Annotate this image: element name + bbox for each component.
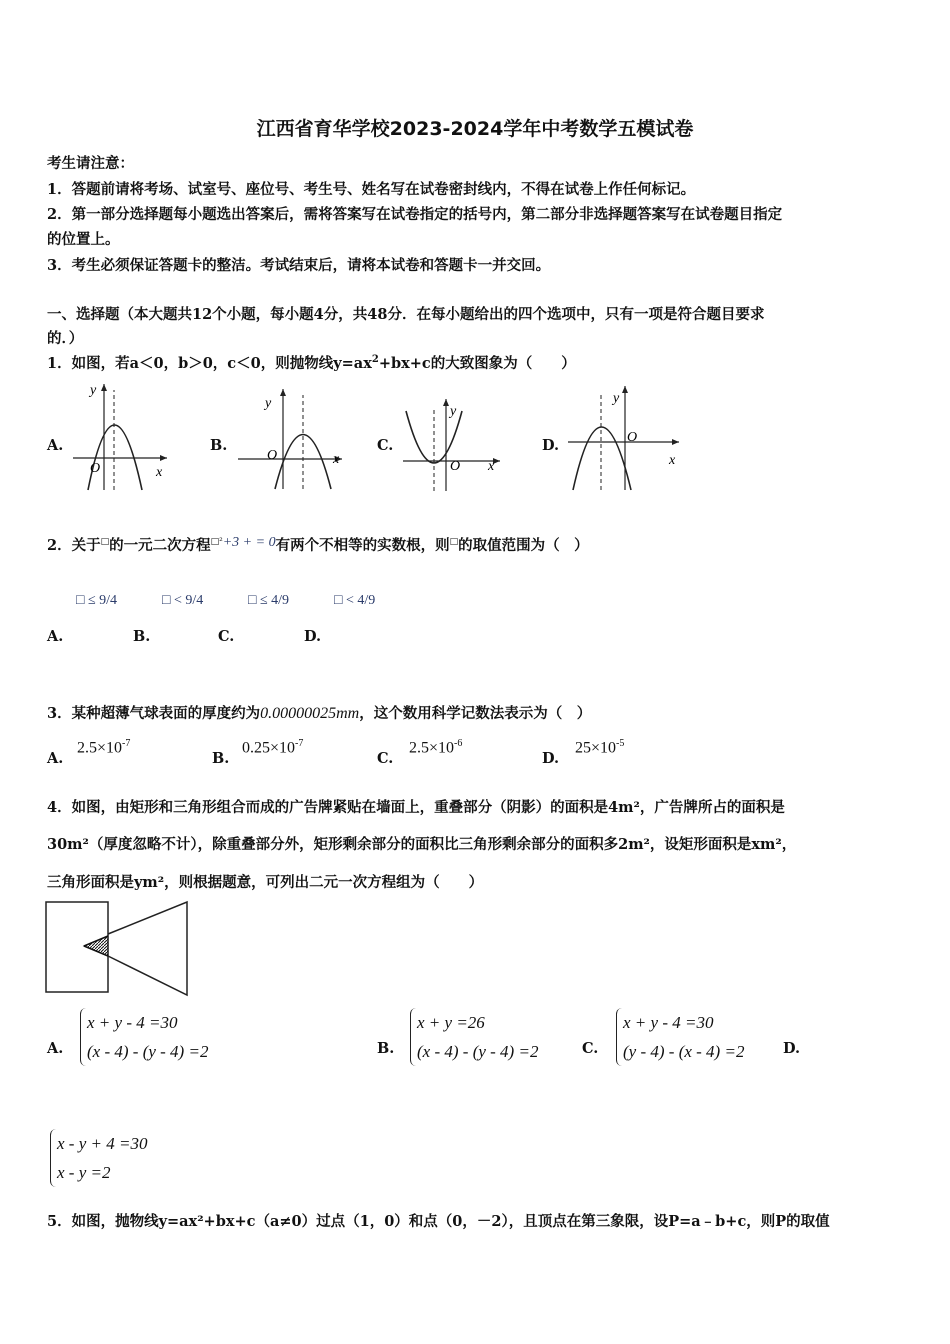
notice-heading: 考生请注意： <box>47 155 134 172</box>
q4-option-c-label: C. <box>582 1040 599 1057</box>
question-1-text: 1．如图，若a＜0，b＞0，c＜0，则抛物线$y=ax^2+bx+c$的大致图象为（ ） <box>47 354 576 372</box>
q1-option-d-label: D. <box>542 437 560 454</box>
question-4-line-3: 三角形面积是ym²，则根据题意，可列出二元一次方程组为（ ） <box>47 874 484 891</box>
q3-option-d-label: D. <box>542 750 560 767</box>
notice-item-2: 2．第一部分选择题每小题选出答案后，需将答案写在试卷指定的括号内，第二部分非选择题答案写在试卷题目指定 <box>47 206 783 223</box>
q1-graph-b <box>235 385 345 491</box>
section-heading-cont: 的．） <box>47 330 84 347</box>
q3-option-c-label: C. <box>377 750 394 767</box>
notice-item-2-cont: 的位置上。 <box>47 231 120 248</box>
billboard-figure <box>44 898 194 998</box>
exam-title: 江西省育华学校2023-2024学年中考数学五模试卷 <box>256 118 694 140</box>
q4-option-a-system: x + y - 4 =30 (x - 4) - (y - 4) =2 <box>80 1008 208 1066</box>
q3-option-b-label: B. <box>212 750 230 767</box>
q1-option-b-label: B. <box>210 437 228 454</box>
notice-item-3: 3．考生必须保证答题卡的整洁。考试结束后，请将本试卷和答题卡一并交回。 <box>47 257 551 274</box>
q4-option-b-label: B. <box>377 1040 395 1057</box>
svg-text:x: x <box>333 452 340 467</box>
q2-option-a-expr: □ ≤ 9/4 <box>76 593 118 608</box>
q2-option-d-label: D. <box>304 628 322 645</box>
svg-text:O: O <box>627 430 638 445</box>
q2-option-b-expr: □ < 9/4 <box>162 593 204 608</box>
q1-option-a-label: A. <box>47 437 64 454</box>
q3-option-a-value: $2.5\times 10^{-7}$ <box>77 738 131 757</box>
q4-option-b-system: x + y =26 (x - 4) - (y - 4) =2 <box>410 1008 538 1066</box>
svg-text:O: O <box>90 461 101 476</box>
question-4-line-1: 4．如图，由矩形和三角形组合而成的广告牌紧贴在墙面上，重叠部分（阴影）的面积是4m²，广告牌所占的面积是 <box>47 799 785 816</box>
svg-text:y: y <box>265 396 272 411</box>
q3-option-c-value: $2.5\times 10^{-6}$ <box>409 738 463 757</box>
svg-text:x: x <box>156 465 163 480</box>
svg-text:x: x <box>669 453 676 468</box>
svg-text:O: O <box>450 459 461 474</box>
q2-option-a-label: A. <box>47 628 64 645</box>
question-4-line-2: 30m²（厚度忽略不计），除重叠部分外，矩形剩余部分的面积比三角形剩余部分的面积多2m²，设矩形面积是xm²， <box>47 836 797 853</box>
svg-text:O: O <box>267 448 278 463</box>
svg-text:x: x <box>488 459 495 474</box>
q2-option-c-expr: □ ≤ 4/9 <box>248 593 290 608</box>
q2-option-d-expr: □ < 4/9 <box>334 593 376 608</box>
q3-option-d-value: $25\times 10^{-5}$ <box>575 738 625 757</box>
q1-graph-d <box>565 384 683 492</box>
section-heading: 一、选择题（本大题共12个小题，每小题4分，共48分．在每小题给出的四个选项中，只有一项是符合题目要求 <box>47 306 765 323</box>
q4-option-d-label: D. <box>783 1040 801 1057</box>
q1-option-c-label: C. <box>377 437 394 454</box>
q4-option-a-label: A. <box>47 1040 64 1057</box>
q2-option-b-label: B. <box>133 628 151 645</box>
q2-option-c-label: C. <box>218 628 235 645</box>
q1-graph-a <box>70 380 170 492</box>
q4-option-d-system: x - y + 4 =30 x - y =2 <box>50 1129 147 1187</box>
q3-option-a-label: A. <box>47 750 64 767</box>
question-2-text: 2．关于□的一元二次方程$^{□^2}$+3 + = 0有两个不相等的实数根，则□的取值范围为（ ） <box>47 535 589 554</box>
svg-text:y: y <box>90 383 97 398</box>
question-3-text: 3．某种超薄气球表面的厚度约为0.00000025mm，这个数用科学记数法表示为（ ） <box>47 705 592 722</box>
notice-item-1: 1．答题前请将考场、试室号、座位号、考生号、姓名写在试卷密封线内，不得在试卷上作任何标记。 <box>47 181 696 198</box>
q3-option-b-value: $0.25\times 10^{-7}$ <box>242 738 304 757</box>
question-5-text: 5．如图，抛物线y=ax²+bx+c（a≠0）过点（1，0）和点（0，－2），且顶点在第三象限，设P=a﹣b+c，则P的取值 <box>47 1213 830 1230</box>
q1-graph-c <box>400 397 504 493</box>
svg-text:y: y <box>450 404 457 419</box>
q4-option-c-system: x + y - 4 =30 (y - 4) - (x - 4) =2 <box>616 1008 744 1066</box>
svg-text:y: y <box>613 391 620 406</box>
